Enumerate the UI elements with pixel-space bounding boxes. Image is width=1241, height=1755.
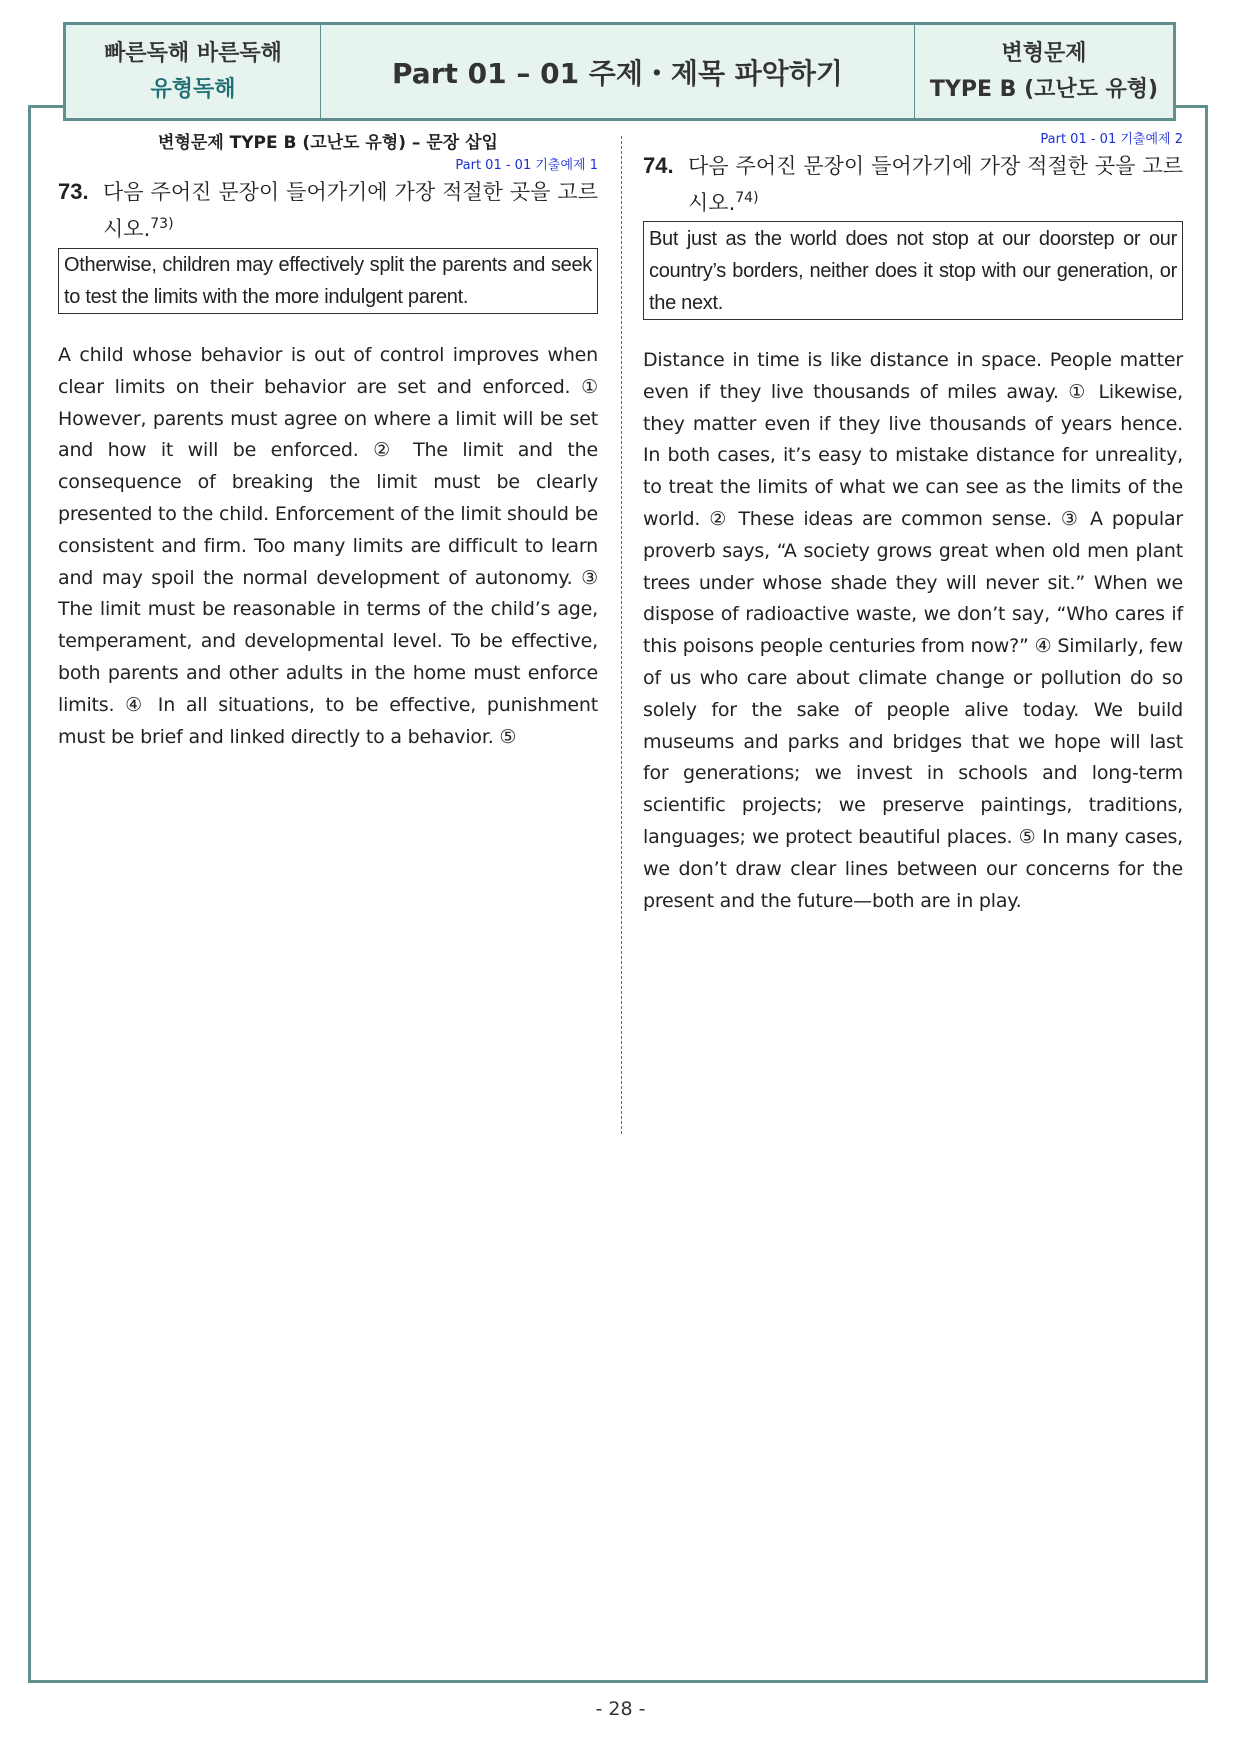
header-title-cell — [321, 25, 915, 118]
footnote-marker: 74) — [735, 190, 759, 206]
header-series — [66, 25, 321, 118]
question-prompt — [643, 150, 1183, 219]
given-sentence-box: But just as the world does not stop at our doorstep or our country’s borders, neither does it stop with our generation, or the next. — [643, 221, 1183, 320]
question-text: 다음 주어진 문장이 들어가기에 가장 적절한 곳을 고르시오. — [688, 154, 1183, 215]
footnote-marker: 73) — [150, 216, 174, 232]
page-number: - 28 - — [595, 1698, 646, 1720]
question-number: 73. — [58, 179, 89, 204]
header-series-type: 유형독해 — [150, 76, 236, 102]
page-header — [63, 22, 1176, 121]
question-text: 다음 주어진 문장이 들어가기에 가장 적절한 곳을 고르시오. — [103, 180, 598, 241]
source-reference: Part 01 - 01 기출예제 2 — [1040, 132, 1183, 147]
section-label: 변형문제 TYPE B (고난도 유형) – 문장 삽입 — [158, 133, 498, 153]
reading-passage: A child whose behavior is out of control improves when clear limits on their behavior are set and enforced. ① However, parents must agree on where a limit will be set and how it will be enforced. ② The limit and the consequence of breaking the limit must be clearly presented to the child. Enforcement of the limit should be consistent and firm. Too many limits are difficult to learn and may spoil the normal development of autonomy. ③ The limit must be reasonable in terms of the child’s age, temperament, and developmental level. To be effective, both parents and other adults in the home must enforce limits. ④ In all situations, to be effective, punishment must be brief and linked directly to a behavior. ⑤ — [58, 344, 598, 748]
header-type-level: TYPE B (고난도 유형) — [929, 76, 1159, 102]
given-sentence-box: Otherwise, children may effectively split the parents and seek to test the limits with the more indulgent parent. — [58, 248, 598, 314]
question-73 — [58, 130, 598, 753]
question-number: 74. — [643, 153, 674, 178]
column-divider — [621, 136, 622, 1134]
header-type — [915, 25, 1173, 118]
header-type-label: 변형문제 — [1001, 40, 1087, 66]
question-prompt — [58, 176, 598, 245]
page-title: Part 01 – 01 주제・제목 파악하기 — [392, 56, 843, 90]
question-74 — [643, 130, 1183, 917]
header-series-name: 빠른독해 바른독해 — [104, 40, 282, 66]
reading-passage: Distance in time is like distance in space. People matter even if they live thousands of miles away. ① Likewise, they matter even if they live thousands of years hence. In both cases, it’s easy to mistake distance for unreality, to treat the limits of what we can see as the limits of the world. ② These ideas are common sense. ③ A popular proverb says, “A society grows great when old men plant trees under whose shade they will never sit.” When we dispose of radioactive waste, we don’t say, “Who cares if this poisons people centuries from now?” ④ Similarly, few of us who care about climate change or pollution do so solely for the sake of people alive today. We build museums and parks and bridges that we hope will last for generations; we invest in schools and long-term scientific projects; we preserve paintings, traditions, languages; we protect beautiful places. ⑤ In many cases, we don’t draw clear lines between our concerns for the present and the future—both are in play. — [643, 349, 1183, 912]
source-reference: Part 01 - 01 기출예제 1 — [455, 158, 598, 173]
